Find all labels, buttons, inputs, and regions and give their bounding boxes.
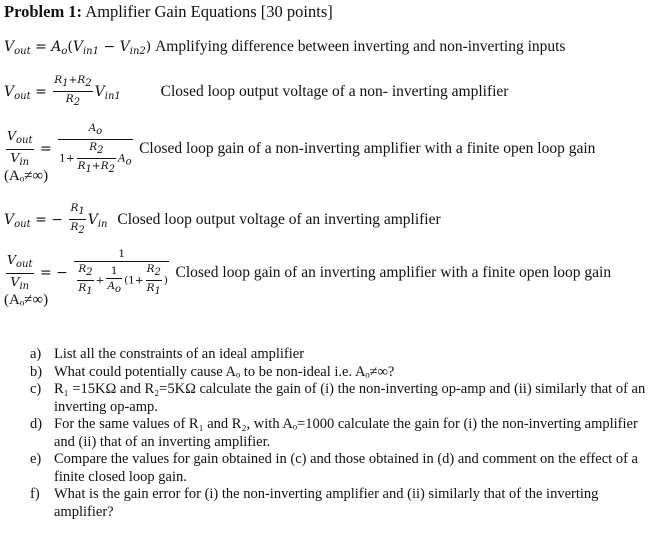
equation-4 [4, 202, 441, 237]
equation-2-formula: $V_{out}$ = $\frac{R_1+R_2}{R_2}$ $V_{in1}$ [4, 74, 121, 108]
equation-5-formula: $\frac{V_{out}}{V_{in}}$ = − 1 $\frac{R_2}{R_1}$ + $\frac{1}{A_o}$ (1+ $\frac{R_2}{R_1}$ ) [7, 248, 169, 297]
question-item: c) R₁ =15KΩ and R₂=5KΩ calculate the gain of (i) the non-inverting op-amp and (ii) similarly that of an inverting op-amp. [30, 381, 646, 415]
equation-3 [4, 122, 595, 176]
equation-2 [4, 74, 508, 109]
equation-5-description: Closed loop gain of an inverting amplifier with a finite open loop gain [175, 264, 612, 281]
equation-1-description: Amplifying difference between inverting and non-inverting inputs [155, 38, 566, 55]
equation-3-formula: $\frac{V_{out}}{V_{in}}$ = $A_o$ 1+ $\frac{R_2}{R_1+R_2}$ $A_o$ [7, 122, 132, 175]
equation-5 [4, 248, 611, 298]
equation-4-formula: $V_{out}$ = − $\frac{R_1}{R_2}$ $V_{in}$ [4, 202, 108, 236]
problem-number: Problem 1: [4, 2, 83, 21]
equation-4-description: Closed loop output voltage of an inverting amplifier [117, 210, 441, 228]
question-item: d) For the same values of R₁ and R₂, with Aₒ=1000 calculate the gain for (i) the non-inverting amplifier and (ii) that of an inverting amplifier. [30, 416, 638, 450]
question-item: e) Compare the values for gain obtained in (c) and those obtained in (d) and comment on the effect of a finite closed loop gain. [30, 451, 638, 485]
problem-heading: Amplifier Gain Equations [30 points] [85, 2, 333, 21]
equation-1 [4, 38, 565, 57]
equation-2-description: Closed loop output voltage of a non- inverting amplifier [160, 82, 509, 100]
question-item: f) What is the gain error for (i) the non-inverting amplifier and (ii) similarly that of the inverting amplifier? [30, 486, 599, 520]
equation-3-description: Closed loop gain of a non-inverting amplifier with a finite open loop gain [139, 140, 596, 157]
equation-3-condition: (Aₒ≠∞) [4, 168, 49, 184]
question-item: a) List all the constraints of an ideal amplifier [30, 346, 305, 362]
equation-1-formula: $V_{out} = A_o(V_{in1} - V_{in2})$ [4, 39, 152, 57]
question-item: b) What could potentially cause Aₒ to be non-ideal i.e. Aₒ≠∞? [30, 363, 395, 380]
question-list [30, 346, 646, 521]
problem-title [4, 2, 333, 22]
equation-5-condition: (Aₒ≠∞) [4, 292, 49, 308]
